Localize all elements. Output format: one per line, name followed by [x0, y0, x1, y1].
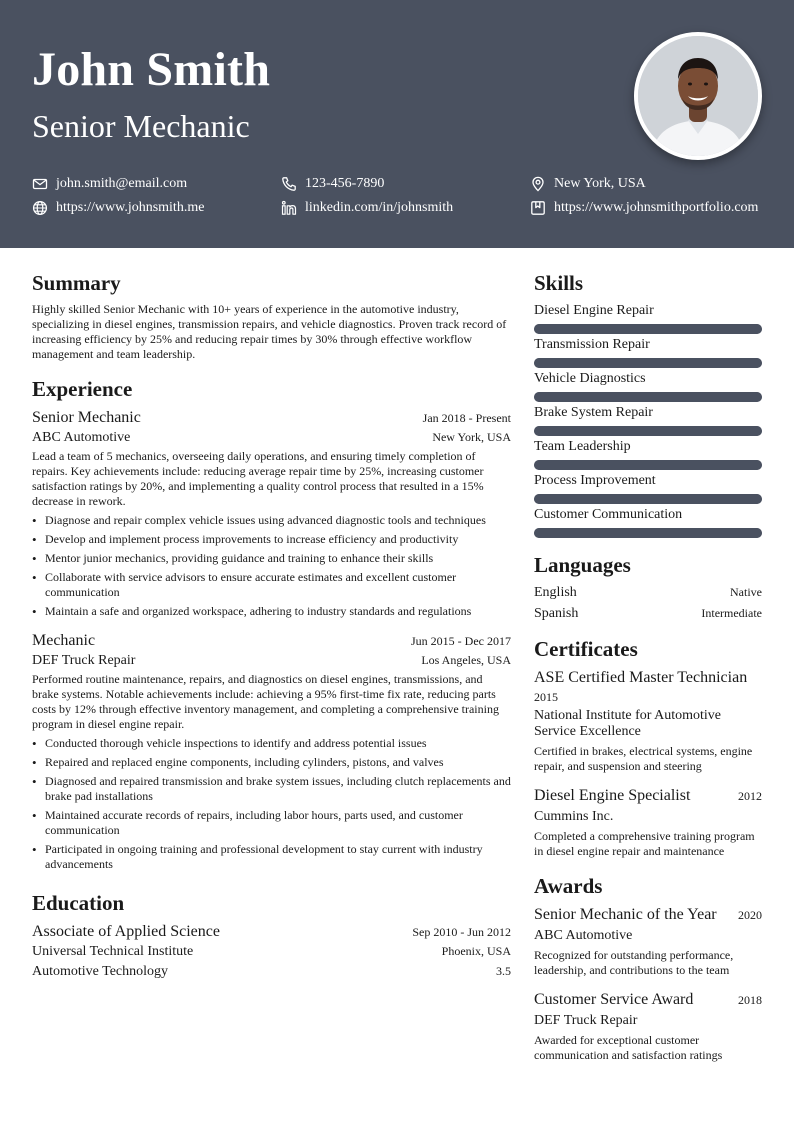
experience-dates: Jun 2015 - Dec 2017: [411, 634, 511, 648]
skill-level-fill: [534, 494, 762, 504]
skill-bar: [534, 460, 762, 470]
certificate-title: ASE Certified Master Technician: [534, 669, 748, 686]
languages-section: [534, 552, 762, 622]
skill-item: [534, 302, 762, 334]
award-item: [534, 905, 762, 978]
skill-bar: [534, 426, 762, 436]
skill-level-fill: [534, 460, 762, 470]
education-location: Phoenix, USA: [441, 944, 511, 958]
skill-name: Customer Communication: [534, 507, 683, 522]
skill-bar: [534, 528, 762, 538]
profile-photo-image: [638, 36, 758, 156]
certificates-section: [534, 636, 762, 859]
skill-item: [534, 472, 762, 504]
award-item: [534, 990, 762, 1063]
language-level: Intermediate: [701, 606, 762, 620]
skills-list: [534, 302, 762, 538]
contact-website-text: https://www.johnsmith.me: [56, 200, 205, 215]
language-item: [534, 584, 762, 601]
bullet-item: • Develop and implement process improvements to increase efficiency and productivity: [32, 532, 511, 547]
bullet-item: • Conducted thorough vehicle inspections to identify and address potential issues: [32, 736, 511, 751]
award-year: 2020: [738, 908, 762, 922]
summary-heading: Summary: [32, 271, 121, 295]
skill-bar: [534, 324, 762, 334]
experience-bullets: [32, 736, 511, 872]
contact-location: [530, 176, 646, 192]
experience-company: ABC Automotive: [32, 430, 131, 445]
bullet-item: • Mentor junior mechanics, providing guidance and training to enhance their skills: [32, 551, 511, 566]
certificate-description: Certified in brakes, electrical systems, engine repair, and suspension and steering: [534, 744, 753, 773]
experience-location: Los Angeles, USA: [421, 653, 511, 667]
linkedin-icon: [281, 200, 297, 216]
experience-title: Senior Mechanic: [32, 409, 141, 426]
job-title: Senior Mechanic: [32, 108, 250, 144]
skill-name: Transmission Repair: [534, 337, 650, 352]
right-column: [534, 270, 762, 1063]
skill-item: [534, 506, 762, 538]
education-section: [32, 890, 511, 981]
award-title: Customer Service Award: [534, 991, 694, 1008]
map-pin-icon: [530, 176, 546, 192]
language-name: Spanish: [534, 606, 579, 621]
experience-bullets: [32, 513, 511, 619]
education-school: Universal Technical Institute: [32, 944, 194, 959]
language-level: Native: [730, 585, 762, 599]
globe-icon: [32, 200, 48, 216]
contact-website[interactable]: [32, 200, 204, 216]
resume-header: [0, 0, 794, 248]
skills-heading: Skills: [534, 271, 584, 295]
experience-title: Mechanic: [32, 632, 96, 649]
person-name: John Smith: [32, 43, 271, 96]
education-heading: Education: [32, 891, 125, 915]
bullet-item: • Collaborate with service advisors to ensure accurate estimates and excellent customer communication: [32, 570, 511, 600]
bullet-item: • Maintained accurate records of repairs, including labor hours, parts used, and customer communication: [32, 808, 511, 838]
left-column: [32, 270, 511, 981]
skill-level-fill: [534, 426, 762, 436]
award-description: Recognized for outstanding performance, leadership, and contributions to the team: [534, 948, 734, 977]
skill-bar: [534, 494, 762, 504]
experience-section: [32, 376, 511, 872]
bullet-item: • Diagnosed and repaired transmission and brake system issues, including clutch replacements and brake pad installations: [32, 774, 511, 804]
contact-portfolio[interactable]: [530, 200, 758, 216]
experience-company: DEF Truck Repair: [32, 653, 136, 668]
portfolio-icon: [530, 200, 546, 216]
certificate-item: [534, 668, 762, 774]
skill-item: [534, 438, 762, 470]
skill-level-fill: [534, 528, 762, 538]
skill-item: [534, 336, 762, 368]
languages-heading: Languages: [534, 553, 631, 577]
phone-icon: [281, 176, 297, 192]
bullet-item: • Repaired and replaced engine components, including cylinders, pistons, and valves: [32, 755, 511, 770]
skill-level-fill: [534, 324, 762, 334]
skill-name: Vehicle Diagnostics: [534, 371, 646, 386]
skill-item: [534, 404, 762, 436]
skill-item: [534, 370, 762, 402]
skill-bar: [534, 358, 762, 368]
award-description: Awarded for exceptional customer communication and satisfaction ratings: [534, 1033, 723, 1062]
certificate-issuer: National Institute for Automotive Service Excellence: [534, 708, 722, 739]
language-name: English: [534, 585, 577, 600]
award-issuer: DEF Truck Repair: [534, 1013, 638, 1028]
awards-section: [534, 873, 762, 1063]
skill-name: Brake System Repair: [534, 405, 653, 420]
language-item: [534, 605, 762, 622]
certificate-issuer: Cummins Inc.: [534, 809, 614, 824]
education-gpa: 3.5: [496, 964, 511, 978]
bullet-item: • Participated in ongoing training and professional development to stay current with industry advancements: [32, 842, 511, 872]
certificate-item: [534, 786, 762, 859]
experience-item: [32, 631, 511, 872]
experience-item: [32, 408, 511, 619]
summary-text: Highly skilled Senior Mechanic with 10+ years of experience in the automotive industry, specializing in diesel engines, transmission repairs, and vehicle diagnostics. Proven track record of increasing efficiency by 25% and reducing repair times by 30% through effective workflow management and team leadership.: [32, 302, 507, 361]
skill-bar: [534, 392, 762, 402]
skills-section: [534, 270, 762, 538]
education-field: Automotive Technology: [32, 964, 169, 979]
contact-email-text: john.smith@email.com: [56, 176, 188, 191]
award-title: Senior Mechanic of the Year: [534, 906, 717, 923]
awards-heading: Awards: [534, 874, 603, 898]
bullet-item: • Maintain a safe and organized workspace, adhering to industry standards and regulations: [32, 604, 511, 619]
summary-section: [32, 270, 511, 362]
certificate-title: Diesel Engine Specialist: [534, 787, 691, 804]
experience-dates: Jan 2018 - Present: [422, 411, 511, 425]
award-issuer: ABC Automotive: [534, 928, 633, 943]
contact-phone[interactable]: [281, 176, 384, 192]
contact-phone-text: 123-456-7890: [305, 176, 385, 191]
contact-location-text: New York, USA: [554, 176, 646, 191]
certificate-year: 2012: [738, 789, 762, 803]
skill-name: Process Improvement: [534, 473, 656, 488]
experience-location: New York, USA: [432, 430, 511, 444]
experience-heading: Experience: [32, 377, 133, 401]
skill-name: Team Leadership: [534, 439, 631, 454]
education-dates: Sep 2010 - Jun 2012: [412, 925, 511, 939]
skill-level-fill: [534, 392, 762, 402]
award-year: 2018: [738, 993, 762, 1007]
contact-linkedin[interactable]: [281, 200, 453, 216]
certificate-year: 2015: [534, 690, 558, 704]
contact-linkedin-text: linkedin.com/in/johnsmith: [305, 200, 454, 215]
envelope-icon: [32, 176, 48, 192]
experience-description: Lead a team of 5 mechanics, overseeing daily operations, and ensuring timely completion of repairs. Key achievements include: reducing average repair time by 25%, increasing customer satisfaction ratings by 20%, and implementing a quality control process that resulted in a 15% decrease in rework.: [32, 449, 484, 508]
skill-name: Diesel Engine Repair: [534, 303, 654, 318]
experience-description: Performed routine maintenance, repairs, and diagnostics on diesel engines, transmissions, and brake systems. Notable achievements include: achieving a 95% first-time fix rate, reducing parts costs by 12% through effective inventory management, and completing a comprehensive training program in diesel engine repair.: [32, 672, 499, 731]
certificates-heading: Certificates: [534, 637, 638, 661]
education-degree: Associate of Applied Science: [32, 923, 220, 940]
skill-level-fill: [534, 358, 762, 368]
contact-portfolio-text: https://www.johnsmithportfolio.com: [554, 200, 759, 215]
profile-photo: [634, 32, 762, 160]
bullet-item: • Diagnose and repair complex vehicle issues using advanced diagnostic tools and techniques: [32, 513, 511, 528]
certificate-description: Completed a comprehensive training program in diesel engine repair and maintenance: [534, 829, 755, 858]
contact-email[interactable]: [32, 176, 187, 192]
